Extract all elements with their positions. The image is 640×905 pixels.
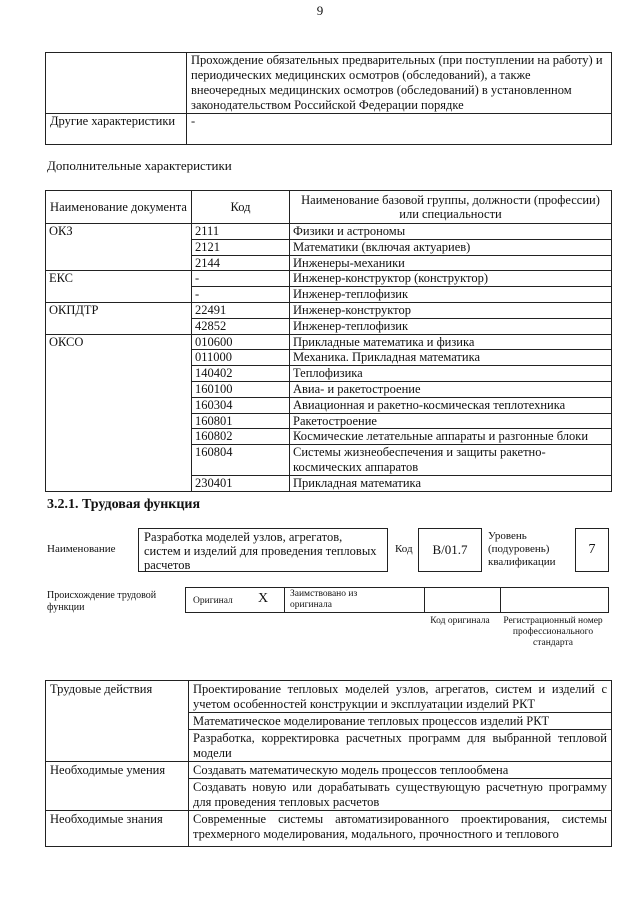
- doc-eks: ЕКС: [46, 271, 192, 303]
- borrowed-label: Заимствовано из оригинала: [290, 589, 358, 610]
- code-label: Код: [395, 543, 413, 555]
- code-cell: 2121: [192, 239, 290, 255]
- group-cell: Прикладные математика и физика: [290, 334, 612, 350]
- code-cell: 42852: [192, 318, 290, 334]
- original-label: Оригинал: [193, 596, 233, 606]
- code-cell: 160304: [192, 397, 290, 413]
- other-characteristics-value: -: [187, 114, 612, 145]
- origin-divider-1: [284, 587, 285, 613]
- group-cell: Прикладная математика: [290, 475, 612, 491]
- function-name-value: Разработка моделей узлов, агрегатов, систем и изделий для проведения тепловых расчетов: [144, 530, 377, 572]
- code-cell: -: [192, 287, 290, 303]
- skill-item: Создавать математическую модель процессов теплообмена: [189, 762, 612, 779]
- code-cell: 230401: [192, 475, 290, 491]
- medical-exam-text: Прохождение обязательных предварительных (при поступлении на работу) и периодических медицинских осмотров (обследований), а также внеочередных медицинских осмотров (обследований) в установленном законодательством Российской Федерации порядке: [187, 53, 612, 114]
- table-row: [46, 302, 612, 318]
- level-label: Уровень (подуровень) квалификации: [488, 530, 556, 568]
- level-box: [575, 528, 609, 572]
- level-value: 7: [588, 542, 596, 557]
- code-cell: 160801: [192, 413, 290, 429]
- doc-okz: ОКЗ: [46, 224, 192, 271]
- additional-characteristics-title: Дополнительные характеристики: [47, 158, 232, 173]
- code-original-caption: Код оригинала: [430, 616, 490, 626]
- doc-okpdtr: ОКПДТР: [46, 302, 192, 334]
- section-title: 3.2.1. Трудовая функция: [47, 497, 201, 512]
- group-cell: Теплофизика: [290, 366, 612, 382]
- group-cell: Инженеры-механики: [290, 255, 612, 271]
- table-row: [46, 334, 612, 350]
- group-cell: Ракетостроение: [290, 413, 612, 429]
- table-row: [46, 114, 612, 145]
- group-cell: Авиационная и ракетно-космическая теплотехника: [290, 397, 612, 413]
- group-cell: Физики и астрономы: [290, 224, 612, 240]
- table-row: [46, 53, 612, 114]
- top-characteristics-table: [45, 52, 612, 145]
- reg-number-caption: Регистрационный номер профессионального стандарта: [503, 616, 603, 648]
- group-cell: Математики (включая актуариев): [290, 239, 612, 255]
- group-cell: Инженер-теплофизик: [290, 287, 612, 303]
- action-item: Проектирование тепловых моделей узлов, агрегатов, систем и изделий с учетом особенностей конструкции и эксплуатации изделий РКТ: [189, 681, 612, 713]
- code-cell: 2111: [192, 224, 290, 240]
- code-cell: 160802: [192, 429, 290, 445]
- group-cell: Авиа- и ракетостроение: [290, 381, 612, 397]
- code-cell: 140402: [192, 366, 290, 382]
- original-mark: X: [258, 591, 269, 606]
- group-cell: Механика. Прикладная математика: [290, 350, 612, 366]
- action-item: Математическое моделирование тепловых процессов изделий РКТ: [189, 713, 612, 730]
- origin-divider-3: [500, 587, 501, 613]
- table-row: [46, 271, 612, 287]
- function-code-box: [418, 528, 482, 572]
- table-row: [46, 681, 612, 713]
- header-document: Наименование документа: [46, 191, 192, 224]
- group-cell: Инженер-конструктор: [290, 302, 612, 318]
- skill-item: Создавать новую или дорабатывать существующую расчетную программу для проведения тепловых расчетов: [189, 779, 612, 811]
- table-row: [46, 762, 612, 779]
- name-label: Наименование: [47, 543, 116, 555]
- action-item: Разработка, корректировка расчетных программ для выбранной тепловой модели: [189, 730, 612, 762]
- group-cell: Инженер-конструктор (конструктор): [290, 271, 612, 287]
- code-cell: 010600: [192, 334, 290, 350]
- origin-divider-2: [424, 587, 425, 613]
- origin-boxes: [185, 587, 609, 613]
- code-cell: 011000: [192, 350, 290, 366]
- group-cell: Инженер-теплофизик: [290, 318, 612, 334]
- code-cell: 160804: [192, 445, 290, 476]
- group-cell: Космические летательные аппараты и разгонные блоки: [290, 429, 612, 445]
- code-cell: -: [192, 271, 290, 287]
- table-row: [46, 224, 612, 240]
- knowledge-label: Необходимые знания: [46, 811, 189, 847]
- labor-function-table: [45, 680, 612, 847]
- knowledge-item: Современные системы автоматизированного проектирования, системы трехмерного моделирования, модального, прочностного и теплового: [189, 811, 612, 847]
- code-cell: 2144: [192, 255, 290, 271]
- header-group: Наименование базовой группы, должности (профессии) или специальности: [290, 191, 612, 224]
- function-name-box: [138, 528, 388, 572]
- other-characteristics-label: Другие характеристики: [46, 114, 187, 145]
- skills-label: Необходимые умения: [46, 762, 189, 811]
- code-cell: 22491: [192, 302, 290, 318]
- additional-characteristics-table: [45, 190, 612, 492]
- table-row: [46, 811, 612, 847]
- header-code: Код: [192, 191, 290, 224]
- table-header-row: [46, 191, 612, 224]
- function-code-value: B/01.7: [432, 542, 468, 557]
- code-cell: 160100: [192, 381, 290, 397]
- group-cell: Системы жизнеобеспечения и защиты ракетно-космических аппаратов: [290, 445, 612, 476]
- origin-label: Происхождение трудовой функции: [47, 590, 157, 613]
- actions-label: Трудовые действия: [46, 681, 189, 762]
- doc-okso: ОКСО: [46, 334, 192, 491]
- page-number: 9: [316, 3, 324, 18]
